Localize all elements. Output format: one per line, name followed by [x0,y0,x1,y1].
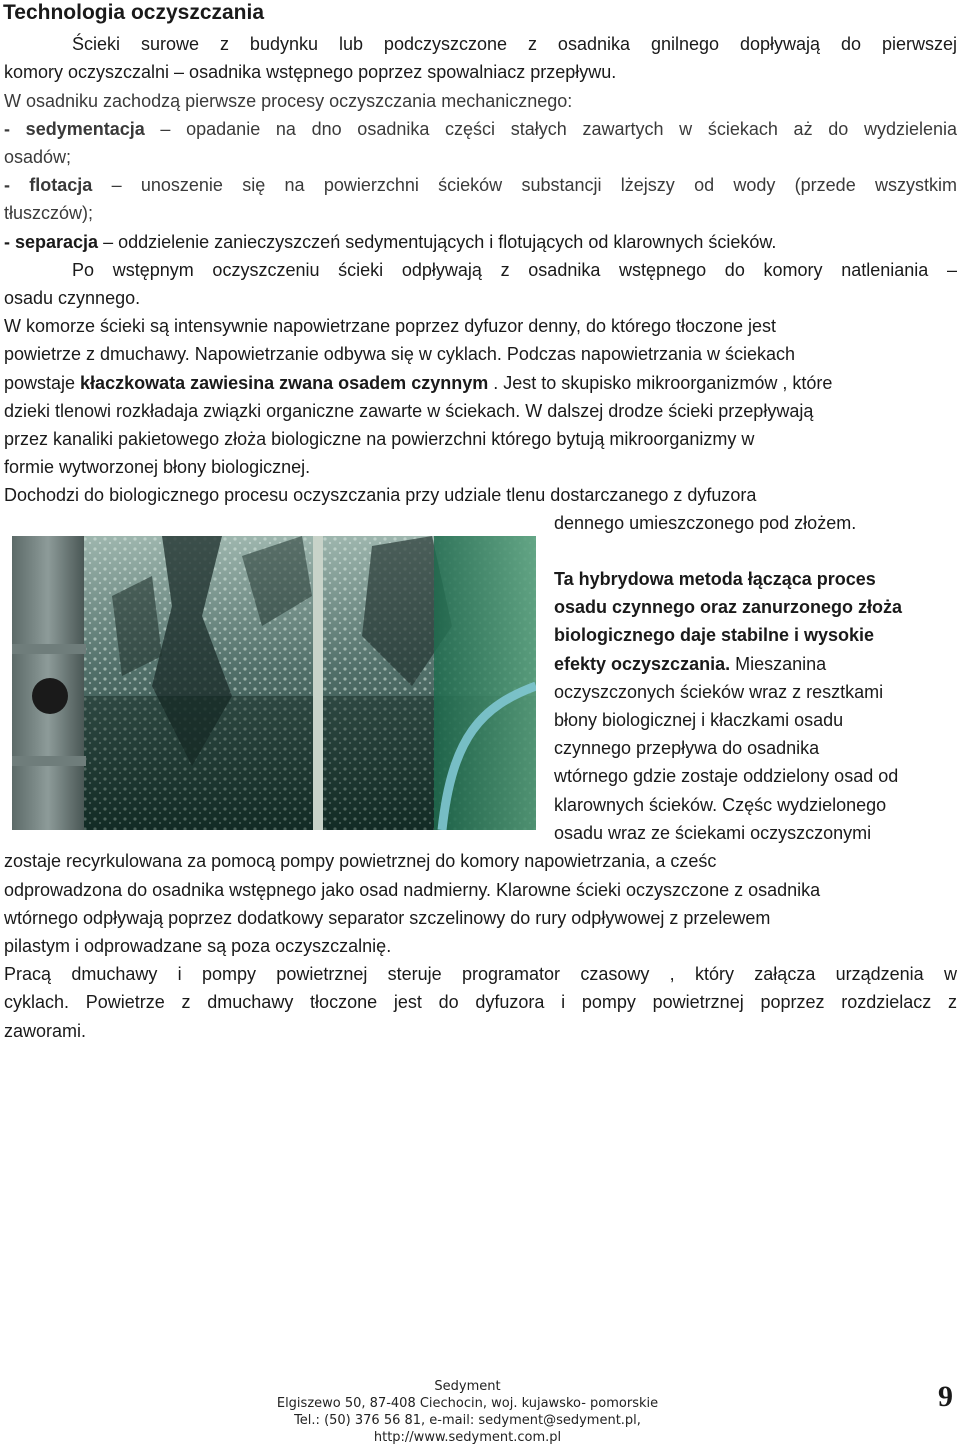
paragraph-after-primary-line2: osadu czynnego. [4,288,141,308]
aeration-line2: powietrze z dmuchawy. Napowietrzanie odbywa się w cyklach. Podczas napowietrzania w ściekach [4,344,796,364]
aeration-line4: dzieki tlenowi rozkładaja związki organiczne zawarte w ściekach. W dalszej drodze ścieki przepływają [4,401,814,421]
separation-text: – oddzielenie zanieczyszczeń sedymentujących i flotujących od klarownych ścieków. [98,232,777,252]
footer-company: Sedyment [434,1379,501,1394]
aeration-line3 [4,369,957,397]
paragraph-after-primary-line1: Po wstępnym oczyszczeniu ścieki odpływają z osadnika wstępnego do komory natleniania – [72,260,957,280]
hybrid-text-6: błony biologicznej i kłaczkami osadu [554,710,844,731]
flotation-text: – unoszenie się na powierzchni ścieków substancji lżejszy od wody (przede wszystkim [92,175,957,195]
hybrid-bold-2: osadu czynnego oraz zanurzonego złoża [554,597,903,618]
section-title: Technologia oczyszczania [3,1,265,24]
paragraph-intro-line2: komory oczyszczalni – osadnika wstępnego poprzez spowalniacz przepływu. [4,62,617,82]
hybrid-method-text [554,565,958,847]
hybrid-bold-3: biologicznego daje stabilne i wysokie [554,625,875,646]
hybrid-text-5: oczyszczonych ścieków wraz z resztkami [554,681,884,702]
treatment-chamber-photo [12,536,536,830]
hybrid-text-4: Mieszanina [730,653,827,674]
flotation-line1 [4,171,957,199]
flotation-term: - flotacja [4,175,93,195]
recirculation-line4: pilastym i odprowadzane są poza oczyszczalnię. [4,936,392,956]
activated-sludge-term: kłaczkowata zawiesina zwana osadem czynnym [80,373,489,393]
paragraph-mechanical: W osadniku zachodzą pierwsze procesy oczyszczania mechanicznego: [4,91,573,111]
hybrid-bold-1: Ta hybrydowa metoda łącząca proces [554,569,876,589]
recirculation-line1: zostaje recyrkulowana za pomocą pompy powietrznej do komory napowietrzania, a cześc [4,851,717,871]
control-line2: cyklach. Powietrze z dmuchawy tłoczone jest do dyfuzora i pompy powietrznej poprzez rozdzielacz z [4,992,957,1012]
footer-website: http://www.sedyment.com.pl [373,1430,562,1445]
hybrid-text-8: wtórnego gdzie zostaje oddzielony osad od [554,766,899,787]
aeration-text-c: . Jest to skupisko mikroorganizmów , które [488,373,833,393]
sedimentation-term: - sedymentacja [4,119,145,139]
hybrid-text-7: czynnego przepływa do osadnika [554,738,820,759]
sedimentation-line2: osadów; [4,147,72,167]
control-line3: zaworami. [4,1021,87,1041]
aeration-line1: W komorze ścieki są intensywnie napowietrzane poprzez dyfuzor denny, do którego tłoczone jest [4,316,777,336]
sedimentation-line1 [4,115,957,143]
aeration-line5: przez kanaliki pakietowego złoża biologiczne na powierzchni którego bytują mikroorganizmy w [4,429,755,449]
paragraph-intro-line1: Ścieki surowe z budynku lub podczyszczone z osadnika gnilnego dopływają do pierwszej [72,34,957,54]
biological-process-line2: dennego umieszczonego pod złożem. [554,513,857,533]
sedimentation-text: – opadanie na dno osadnika części stałych zawartych w ściekach aż do wydzielenia [144,119,958,139]
biological-process-line1: Dochodzi do biologicznego procesu oczyszczania przy udziale tlenu dostarczanego z dyfuzora [4,485,757,505]
control-line1: Pracą dmuchawy i pompy powietrznej steruje programator czasowy , który załącza urządzenia w [4,964,957,984]
recirculation-line3: wtórnego odpływają poprzez dodatkowy separator szczelinowy do rury odpływowej z przelewem [4,908,771,928]
page-footer [0,1378,935,1446]
separation-line [4,228,957,256]
page-number: 9 [938,1380,953,1413]
footer-address: Elgiszewo 50, 87-408 Ciechocin, woj. kujawsko- pomorskie [276,1396,659,1411]
aeration-line6: formie wytworzonej błony biologicznej. [4,457,311,477]
flotation-line2: tłuszczów); [4,203,94,223]
footer-contact: Tel.: (50) 376 56 81, e-mail: sedyment@sedyment.pl, [294,1413,641,1428]
aeration-text-a: powstaje [4,373,81,393]
separation-term: - separacja [4,232,99,252]
recirculation-line2: odprowadzona do osadnika wstępnego jako osad nadmierny. Klarowne ścieki oczyszczone z osadnika [4,880,821,900]
hybrid-text-9: klarownych ścieków. Częśc wydzielonego [554,794,887,815]
hybrid-bold-4: efekty oczyszczania. [554,653,731,674]
hybrid-text-10: osadu wraz ze ściekami oczyszczonymi [554,822,872,843]
